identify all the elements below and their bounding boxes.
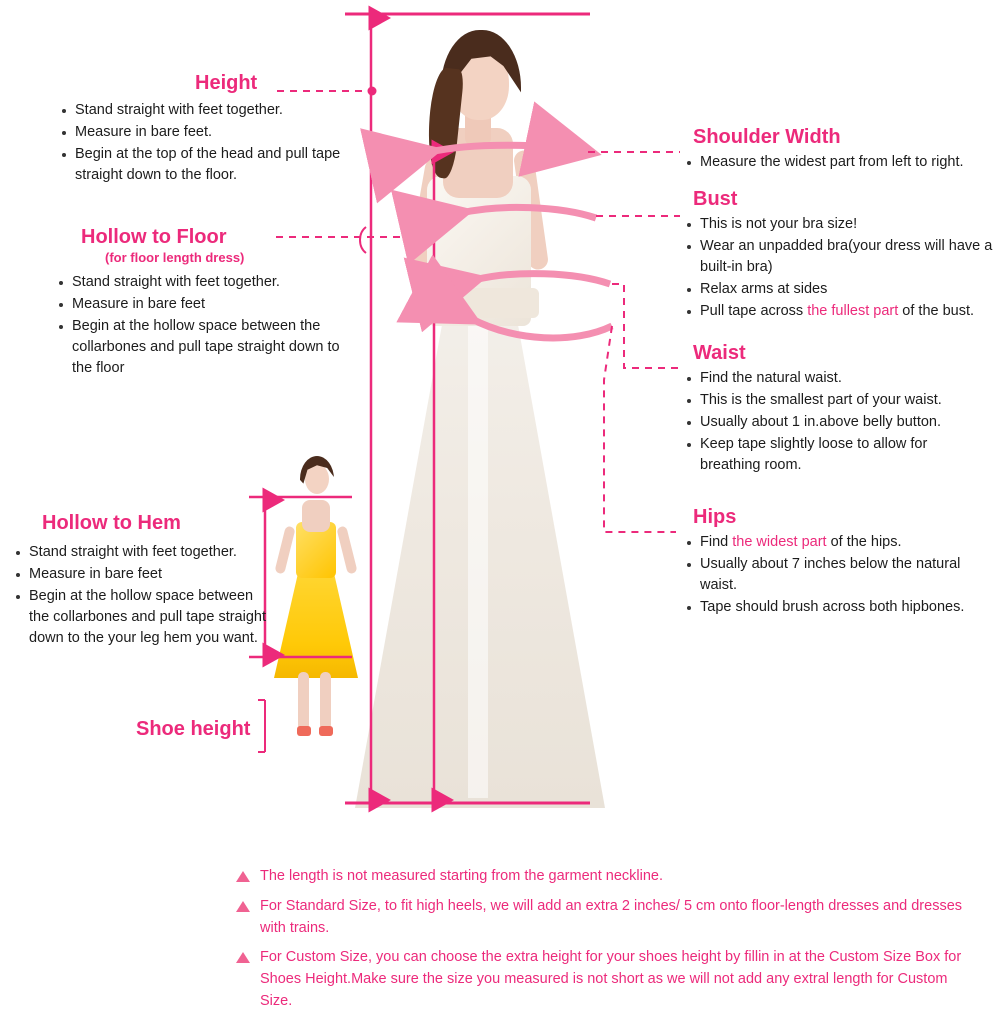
list-item: Stand straight with feet together. [60,100,360,121]
list-item: Begin at the hollow space between the collarbones and pull tape straight down to the floor [57,316,360,379]
list-item: Measure the widest part from left to right. [685,152,995,173]
hips-first-emphasis: the widest part [732,534,827,550]
list-item: Stand straight with feet together. [14,542,269,563]
hollow-to-floor-subtitle: (for floor length dress) [105,250,245,265]
triangle-icon [236,901,250,912]
waist-section [685,342,985,477]
list-item: This is the smallest part of your waist. [685,390,985,411]
list-item: Tape should brush across both hipbones. [685,597,990,618]
bust-section [685,188,1000,323]
shoulder-width-section [685,126,995,174]
waist-title: Waist [693,342,746,364]
list-item: This is not your bra size! [685,214,1000,235]
shoe-height-section [136,718,250,740]
shoe-height-title: Shoe height [136,718,251,740]
hollow-to-floor-bullets [57,272,360,379]
footer-notes [236,866,976,1021]
hips-section [685,506,990,619]
bust-title: Bust [693,188,738,210]
note-text: For Standard Size, to fit high heels, we will add an extra 2 inches/ 5 cm onto floor-length dresses and dresses with trains. [260,897,963,936]
list-item: Keep tape slightly loose to allow for breathing room. [685,434,985,476]
note-item [236,866,976,888]
list-item: Measure in bare feet. [60,122,360,143]
hollow-to-hem-section [14,512,269,650]
height-section [60,72,360,187]
note-text: The length is not measured starting from the garment neckline. [260,868,663,884]
note-item [236,896,976,940]
list-item: Find the natural waist. [685,368,985,389]
list-item: Relax arms at sides [685,279,1000,300]
triangle-icon [236,952,250,963]
list-item: Usually about 7 inches below the natural waist. [685,554,990,596]
bust-last-prefix: Pull tape across [700,303,808,320]
triangle-icon [236,871,250,882]
list-item-emphasis [685,301,1000,322]
hips-title: Hips [693,506,737,528]
shoulder-width-bullets [685,152,995,173]
hollow-to-hem-title: Hollow to Hem [42,512,181,534]
shoulder-width-title: Shoulder Width [693,126,841,148]
bust-last-suffix: of the bust. [898,303,975,320]
hips-first-suffix: of the hips. [826,534,902,550]
list-item: Usually about 1 in.above belly button. [685,412,985,433]
list-item: Begin at the hollow space between the collarbones and pull tape straight down to the your leg hem you want. [14,586,269,649]
note-text: For Custom Size, you can choose the extra height for your shoes height by fillin in at the Custom Size Box for Shoes Height.Make sure the size you measured is not short as we will not add any extral length for Custom Size. [260,949,962,1009]
hips-first-prefix: Find [700,534,733,550]
bust-last-emphasis: the fullest part [807,303,899,320]
bust-bullets [685,214,1000,322]
note-item [236,947,976,1012]
hips-bullets [685,532,990,618]
hollow-to-floor-section [45,226,360,380]
list-item-emphasis [685,532,990,553]
list-item: Wear an unpadded bra(your dress will have a built-in bra) [685,236,1000,278]
list-item: Measure in bare feet [14,564,269,585]
height-title: Height [195,72,258,94]
hollow-to-hem-bullets [14,542,269,649]
list-item: Measure in bare feet [57,294,360,315]
list-item: Stand straight with feet together. [57,272,360,293]
waist-bullets [685,368,985,476]
hollow-to-floor-title: Hollow to Floor [81,226,227,248]
height-bullets [60,100,360,186]
list-item: Begin at the top of the head and pull tape straight down to the floor. [60,144,360,186]
